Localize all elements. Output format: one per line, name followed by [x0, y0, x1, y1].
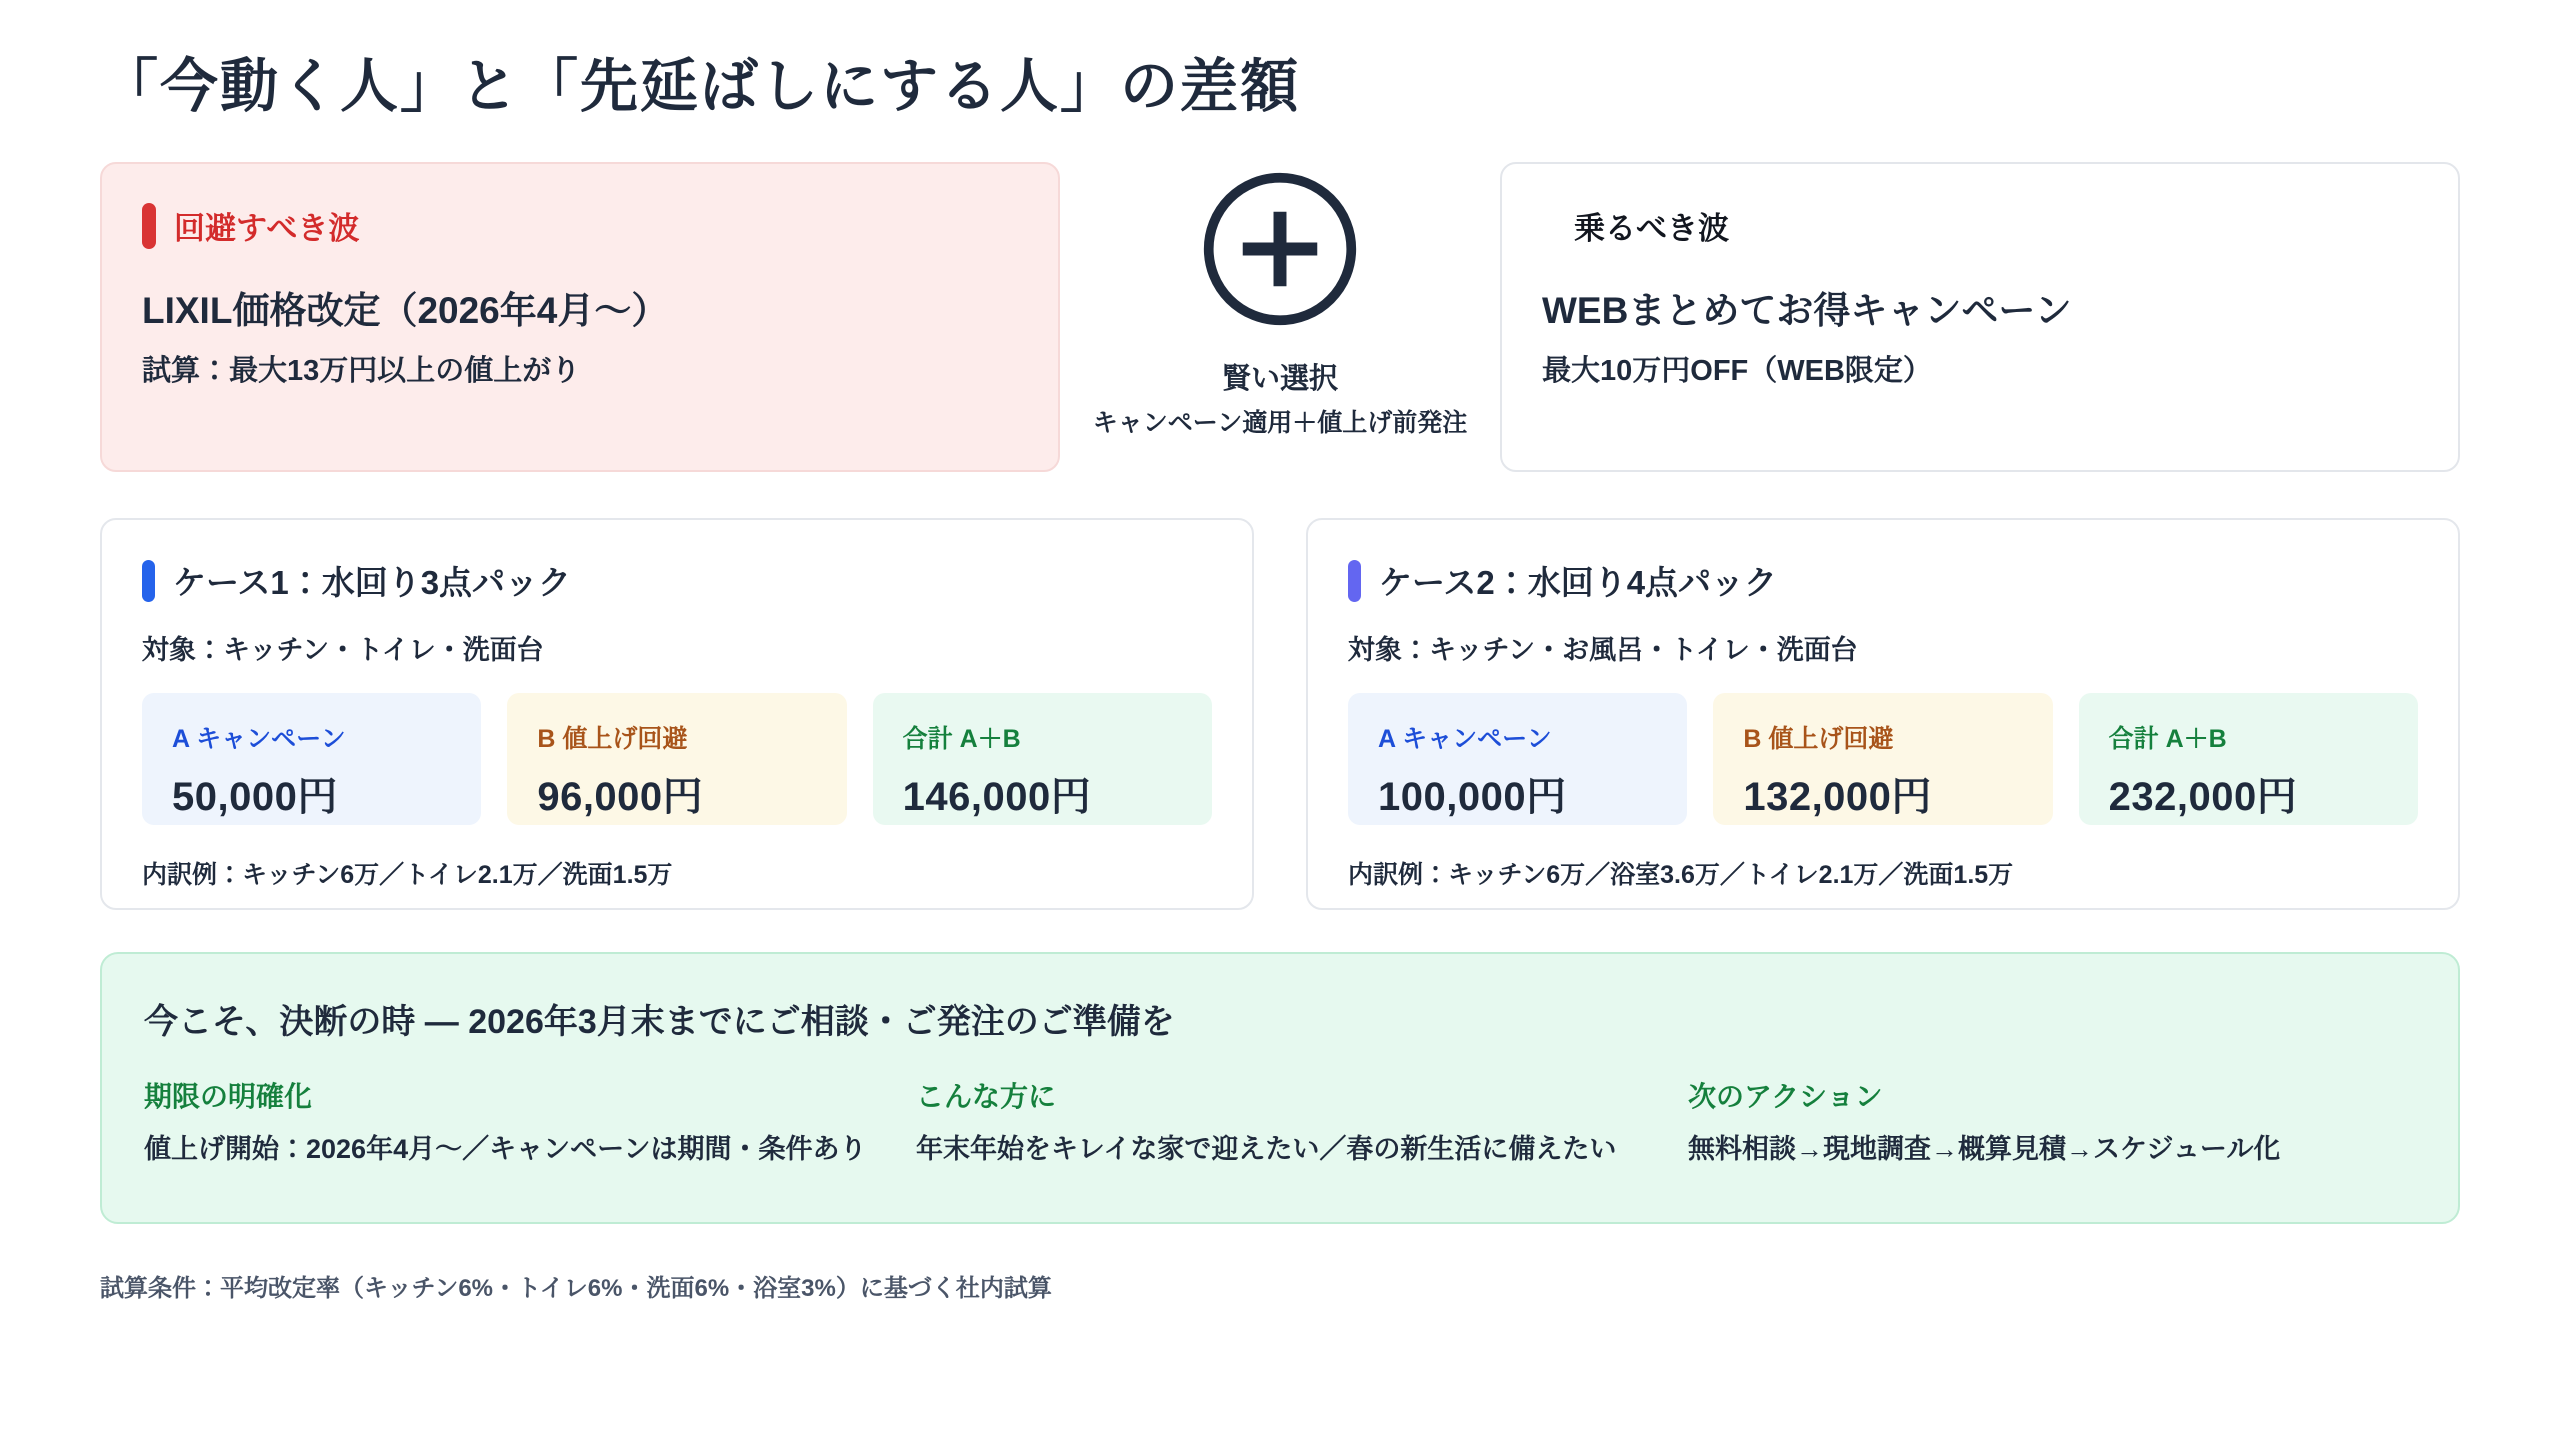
center-block — [1080, 162, 1480, 472]
cta-column-next-action — [1688, 1075, 2416, 1171]
cta-column-heading: 期限の明確化 — [144, 1080, 313, 1112]
case-1-breakdown: 内訳例：キッチン6万／トイレ2.1万／洗面1.5万 — [142, 860, 673, 889]
avoid-card-heading: LIXIL価格改定（2026年4月～） — [142, 289, 669, 331]
case-card-1 — [100, 518, 1254, 910]
stat-value: 96,000円 — [537, 774, 704, 819]
cta-column-deadline — [144, 1075, 872, 1171]
cta-column-text: 値上げ開始：2026年4月～／キャンペーンは期間・条件あり — [144, 1133, 867, 1164]
stat-box-total — [2079, 693, 2418, 825]
case-1-title: ケース1：水回り3点パック — [173, 564, 572, 602]
cta-columns — [144, 1075, 2416, 1171]
ride-card-label: 乗るべき波 — [1574, 211, 1729, 247]
center-sub: キャンペーン適用＋値上げ前発注 — [1092, 408, 1468, 437]
case-card-2 — [1306, 518, 2460, 910]
stat-label: B 値上げ回避 — [1743, 724, 1894, 753]
ride-card — [1500, 162, 2460, 472]
case-1-target: 対象：キッチン・トイレ・洗面台 — [142, 634, 544, 665]
avoid-card-label-row — [142, 202, 1018, 250]
case-2-stat-row — [1348, 693, 2418, 825]
avoid-card-sub: 試算：最大13万円以上の値上がり — [142, 354, 581, 387]
plus-icon — [1199, 168, 1361, 330]
stat-value: 146,000円 — [902, 774, 1092, 819]
case-2-title: ケース2：水回り4点パック — [1379, 564, 1778, 602]
ghost-accent-bar — [1542, 203, 1556, 249]
case-row — [100, 518, 2460, 910]
cta-column-audience — [916, 1075, 1644, 1171]
cta-column-text: 無料相談→現地調査→概算見積→スケジュール化 — [1688, 1133, 2281, 1164]
case-1-stat-row — [142, 693, 1212, 825]
case-2-breakdown: 内訳例：キッチン6万／浴室3.6万／トイレ2.1万／洗面1.5万 — [1348, 860, 2014, 889]
top-row — [100, 162, 2460, 472]
stat-value: 232,000円 — [2108, 774, 2298, 819]
cta-column-heading: 次のアクション — [1688, 1080, 1883, 1112]
page-title: 「今動く人」と「先延ばしにする人」の差額 — [100, 54, 1301, 119]
stat-box-campaign — [142, 693, 481, 825]
avoid-card-label: 回避すべき波 — [174, 211, 360, 247]
indigo-accent-bar — [1348, 560, 1361, 602]
cta-column-heading: こんな方に — [916, 1080, 1057, 1112]
ride-card-sub: 最大10万円OFF（WEB限定） — [1542, 354, 1932, 387]
cta-column-text: 年末年始をキレイな家で迎えたい／春の新生活に備えたい — [916, 1133, 1617, 1164]
red-accent-bar — [142, 203, 156, 249]
stat-label: 合計 A＋B — [2108, 724, 2227, 753]
stat-value: 100,000円 — [1378, 774, 1567, 819]
footer-note: 試算条件：平均改定率（キッチン6%・トイレ6%・洗面6%・浴室3%）に基づく社内試算 — [100, 1274, 1052, 1302]
avoid-card — [100, 162, 1060, 472]
case-1-title-row — [142, 558, 1212, 604]
case-2-title-row — [1348, 558, 2418, 604]
stat-label: A キャンペーン — [1378, 724, 1552, 753]
cta-title: 今こそ、決断の時 ― 2026年3月末までにご相談・ご発注のご準備を — [144, 1002, 1175, 1041]
ride-card-label-row — [1542, 202, 2418, 250]
stat-label: B 値上げ回避 — [537, 724, 688, 753]
cta-card — [100, 952, 2460, 1224]
case-2-target: 対象：キッチン・お風呂・トイレ・洗面台 — [1348, 634, 1858, 665]
blue-accent-bar — [142, 560, 155, 602]
stat-value: 50,000円 — [172, 774, 338, 819]
ride-card-heading: WEBまとめてお得キャンペーン — [1542, 289, 2072, 331]
stat-label: 合計 A＋B — [902, 724, 1021, 753]
stat-box-price-avoid — [1713, 693, 2052, 825]
stat-box-campaign — [1348, 693, 1687, 825]
center-label: 賢い選択 — [1221, 362, 1338, 395]
stat-label: A キャンペーン — [172, 724, 346, 753]
stat-box-price-avoid — [507, 693, 846, 825]
stat-box-total — [873, 693, 1212, 825]
stat-value: 132,000円 — [1743, 774, 1932, 819]
